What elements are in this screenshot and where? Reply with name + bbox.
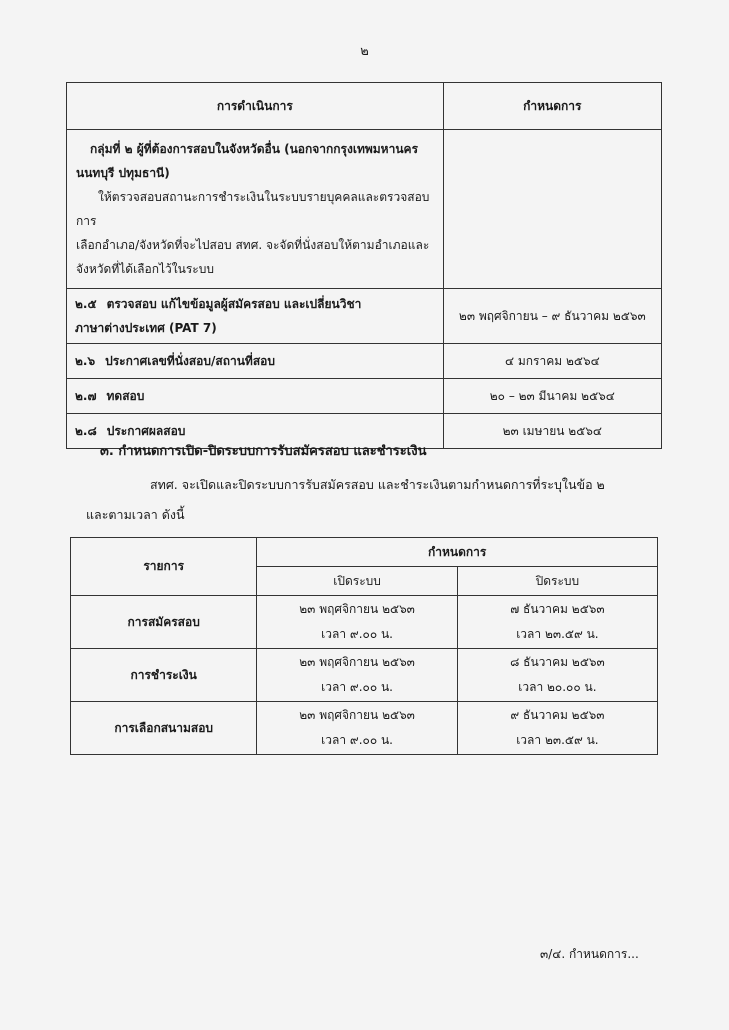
row-label (67, 344, 444, 379)
open-date: ๒๓ พฤศจิกายน ๒๕๖๓ (299, 655, 415, 669)
group-cell (67, 130, 444, 289)
table-header-row (71, 538, 658, 567)
row-number: ๒.๖ (75, 353, 96, 368)
close-time: เวลา ๒๓.๕๙ น. (516, 627, 599, 641)
open-date: ๒๓ พฤศจิกายน ๒๕๖๓ (299, 602, 415, 616)
open-time: เวลา ๙.๐๐ น. (321, 733, 393, 747)
group-body-line1: ให้ตรวจสอบสถานะการชำระเงินในระบบรายบุคคลและตรวจสอบการ (76, 190, 430, 228)
header-schedule: กำหนดการ (443, 83, 661, 130)
header-schedule: กำหนดการ (257, 538, 658, 567)
open-cell (257, 596, 457, 649)
row-number: ๒.๗ (75, 388, 97, 403)
close-date: ๗ ธันวาคม ๒๕๖๓ (510, 602, 605, 616)
close-date: ๘ ธันวาคม ๒๕๖๓ (510, 655, 605, 669)
table-header-row (67, 83, 662, 130)
table-row (71, 702, 658, 755)
table-row (67, 344, 662, 379)
group-body-line3: จังหวัดที่ได้เลือกไว้ในระบบ (76, 262, 214, 276)
row-date: ๒๐ – ๒๓ มีนาคม ๒๕๖๔ (443, 379, 661, 414)
header-item: รายการ (71, 538, 257, 596)
header-open: เปิดระบบ (257, 567, 457, 596)
group-title-line1: กลุ่มที่ ๒ ผู้ที่ต้องการสอบในจังหวัดอื่น (นอกจากกรุงเทพมหานคร (90, 142, 419, 156)
open-close-table (70, 537, 658, 755)
row-date: ๒๓ เมษายน ๒๕๖๔ (443, 414, 661, 449)
open-time: เวลา ๙.๐๐ น. (321, 680, 393, 694)
table-row (71, 596, 658, 649)
row-label-line1: ประกาศเลขที่นั่งสอบ/สถานที่สอบ (105, 353, 275, 368)
row-label: การชำระเงิน (71, 649, 257, 702)
group-schedule-cell (443, 130, 661, 289)
footer-continuation: ๓/๔. กำหนดการ... (540, 947, 639, 961)
open-time: เวลา ๙.๐๐ น. (321, 627, 393, 641)
row-label (67, 379, 444, 414)
row-label: การเลือกสนามสอบ (71, 702, 257, 755)
row-number: ๒.๕ (75, 297, 97, 311)
schedule-table (66, 82, 662, 449)
section-heading: ๓. กำหนดการเปิด-ปิดระบบการรับสมัครสอบ และชำระเงิน (100, 444, 427, 459)
section-paragraph (86, 470, 646, 530)
page-number: ๒ (360, 44, 369, 59)
open-date: ๒๓ พฤศจิกายน ๒๕๖๓ (299, 708, 415, 722)
close-time: เวลา ๒๓.๕๙ น. (516, 733, 599, 747)
table-row (67, 130, 662, 289)
row-date: ๒๓ พฤศจิกายน – ๙ ธันวาคม ๒๕๖๓ (443, 289, 661, 344)
row-number: ๒.๘ (75, 423, 97, 438)
header-action: การดำเนินการ (67, 83, 444, 130)
para-line1: สทศ. จะเปิดและปิดระบบการรับสมัครสอบ และชำระเงินตามกำหนดการที่ระบุในข้อ ๒ (150, 477, 605, 492)
row-label-line1: ทดสอบ (106, 388, 145, 403)
close-cell (457, 702, 657, 755)
group-title-line2: นนทบุรี ปทุมธานี) (76, 166, 170, 180)
row-label (67, 289, 444, 344)
group-body (68, 185, 442, 287)
open-cell (257, 649, 457, 702)
row-label: การสมัครสอบ (71, 596, 257, 649)
row-date: ๔ มกราคม ๒๕๖๔ (443, 344, 661, 379)
header-close: ปิดระบบ (457, 567, 657, 596)
table-row (67, 379, 662, 414)
close-cell (457, 649, 657, 702)
para-line2: และตามเวลา ดังนี้ (86, 507, 185, 522)
group-body-line2: เลือกอำเภอ/จังหวัดที่จะไปสอบ สทศ. จะจัดที่นั่งสอบให้ตามอำเภอและ (76, 238, 430, 252)
close-time: เวลา ๒๐.๐๐ น. (518, 680, 597, 694)
row-label-line1: ประกาศผลสอบ (106, 423, 186, 438)
open-cell (257, 702, 457, 755)
table-row (71, 649, 658, 702)
table-row (67, 289, 662, 344)
close-cell (457, 596, 657, 649)
row-label-line1: ตรวจสอบ แก้ไขข้อมูลผู้สมัครสอบ และเปลี่ยนวิชา (106, 297, 362, 311)
row-label-line2: ภาษาต่างประเทศ (PAT 7) (75, 321, 217, 335)
close-date: ๙ ธันวาคม ๒๕๖๓ (510, 708, 605, 722)
